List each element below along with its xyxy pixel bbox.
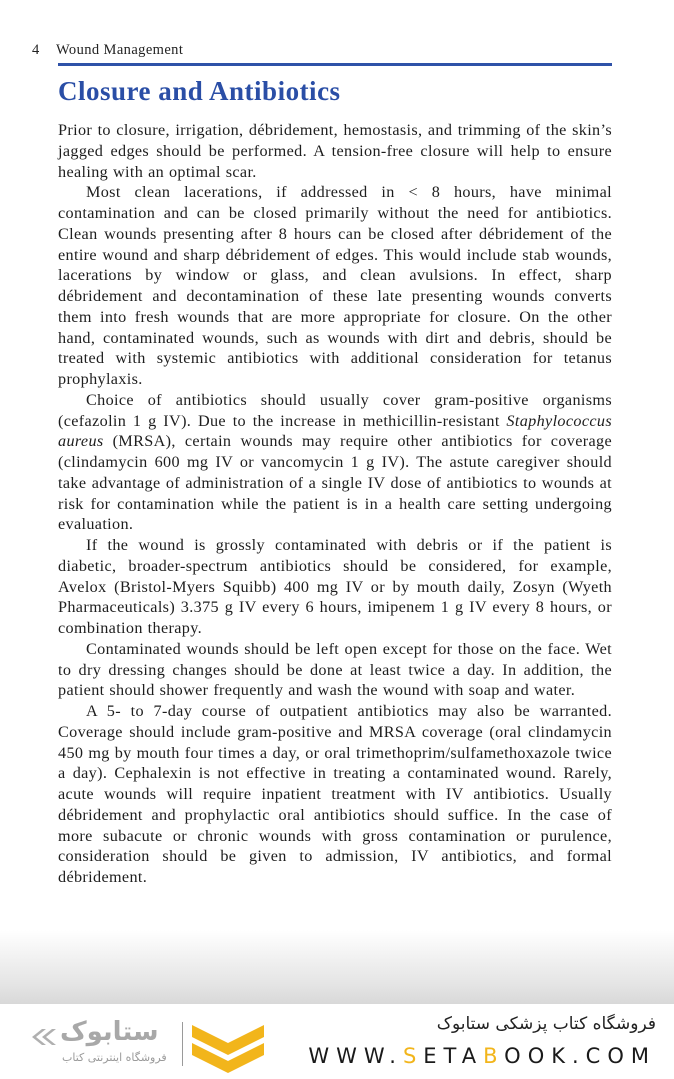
paragraph-4: If the wound is grossly contaminated with debris or if the patient is diabetic, broader-spectrum antibiotics should be considered, for example, Avelox (Bristol-Myers Squibb) 400 mg IV or by mouth daily, Zosyn (Wyeth Pharmaceuticals) 3.375 g IV every 6 hours, imipenem 1 g IV every 8 hours, or combination therapy. <box>58 536 612 637</box>
body-text <box>58 120 612 888</box>
url-part: WWW. <box>308 1044 403 1068</box>
paragraph-3 <box>58 390 612 535</box>
logo-divider <box>182 1022 183 1066</box>
running-title: Wound Management <box>56 42 184 58</box>
url-accent: S <box>402 1044 424 1068</box>
store-name: فروشگاه کتاب پزشکی ستابوک <box>436 1014 656 1034</box>
paragraph-2: Most clean lacerations, if addressed in < 8 hours, have minimal contamination and can be closed primarily without the need for antibiotics. Clean wounds presenting after 8 hours can be closed after débridement of the entire wound and sharp débridement of edges. This would include stab wounds, lacerations by window or glass, and clean avulsions. In effect, sharp débridement and decontamination of these late presenting wounds converts them into fresh wounds that are more appropriate for closure. On the other hand, contaminated wounds, such as wounds with dirt and debris, should be treated with systemic antibiotics with additional consideration for tetanus prophylaxis. <box>58 183 612 388</box>
url-accent: B <box>483 1044 505 1068</box>
store-url[interactable] <box>308 1044 656 1068</box>
url-part: OOK.COM <box>504 1044 656 1068</box>
paragraph-1: Prior to closure, irrigation, débridement, hemostasis, and trimming of the skin’s jagged edges should be performed. A tension-free closure will help to ensure healing with an optimal scar. <box>58 121 612 181</box>
paragraph-5: Contaminated wounds should be left open except for those on the face. Wet to dry dressing changes should be done at least twice a day. In addition, the patient should shower frequently and wash the wound with soap and water. <box>58 639 612 700</box>
header-rule <box>58 63 612 66</box>
url-part: ETA <box>423 1044 484 1068</box>
logo-tagline: فروشگاه اینترنتی کتاب <box>62 1051 167 1064</box>
running-header <box>32 42 183 59</box>
page-number: 4 <box>32 42 40 58</box>
page-shadow <box>0 930 674 1004</box>
organism-name: Staphylococcus aureus <box>58 411 612 451</box>
paragraph-6: A 5- to 7-day course of outpatient antibiotics may also be warranted. Coverage should include gram-positive and MRSA coverage (oral clindamycin 450 mg by mouth four times a day, or oral trimethoprim/sulfamethoxazole twice a day). Cephalexin is not effective in treating a contaminated wound. Rarely, acute wounds will require inpatient treatment with IV antibiotics. Usually débridement and prophylactic oral antibiotics should suffice. In the case of more subacute or chronic wounds with gross contamination or purulence, consideration should be given to admission, IV antibiotics, and formal débridement. <box>58 702 612 886</box>
logo-brand-text: ستابوک <box>60 1017 159 1047</box>
paragraph-3-end: (MRSA), certain wounds may require other antibiotics for coverage (clindamycin 600 mg IV or vancomycin 1 g IV). The astute caregiver should take advantage of administration of a single IV dose of antibiotics to wounds at risk for contamination while the patient is in a health care setting undergoing evaluation. <box>58 432 612 534</box>
paragraph-3-start: Choice of antibiotics should usually cover gram-positive organisms (cefazolin 1 g IV). Due to the increase in methicillin-resistant <box>58 390 612 430</box>
section-title: Closure and Antibiotics <box>58 76 341 106</box>
